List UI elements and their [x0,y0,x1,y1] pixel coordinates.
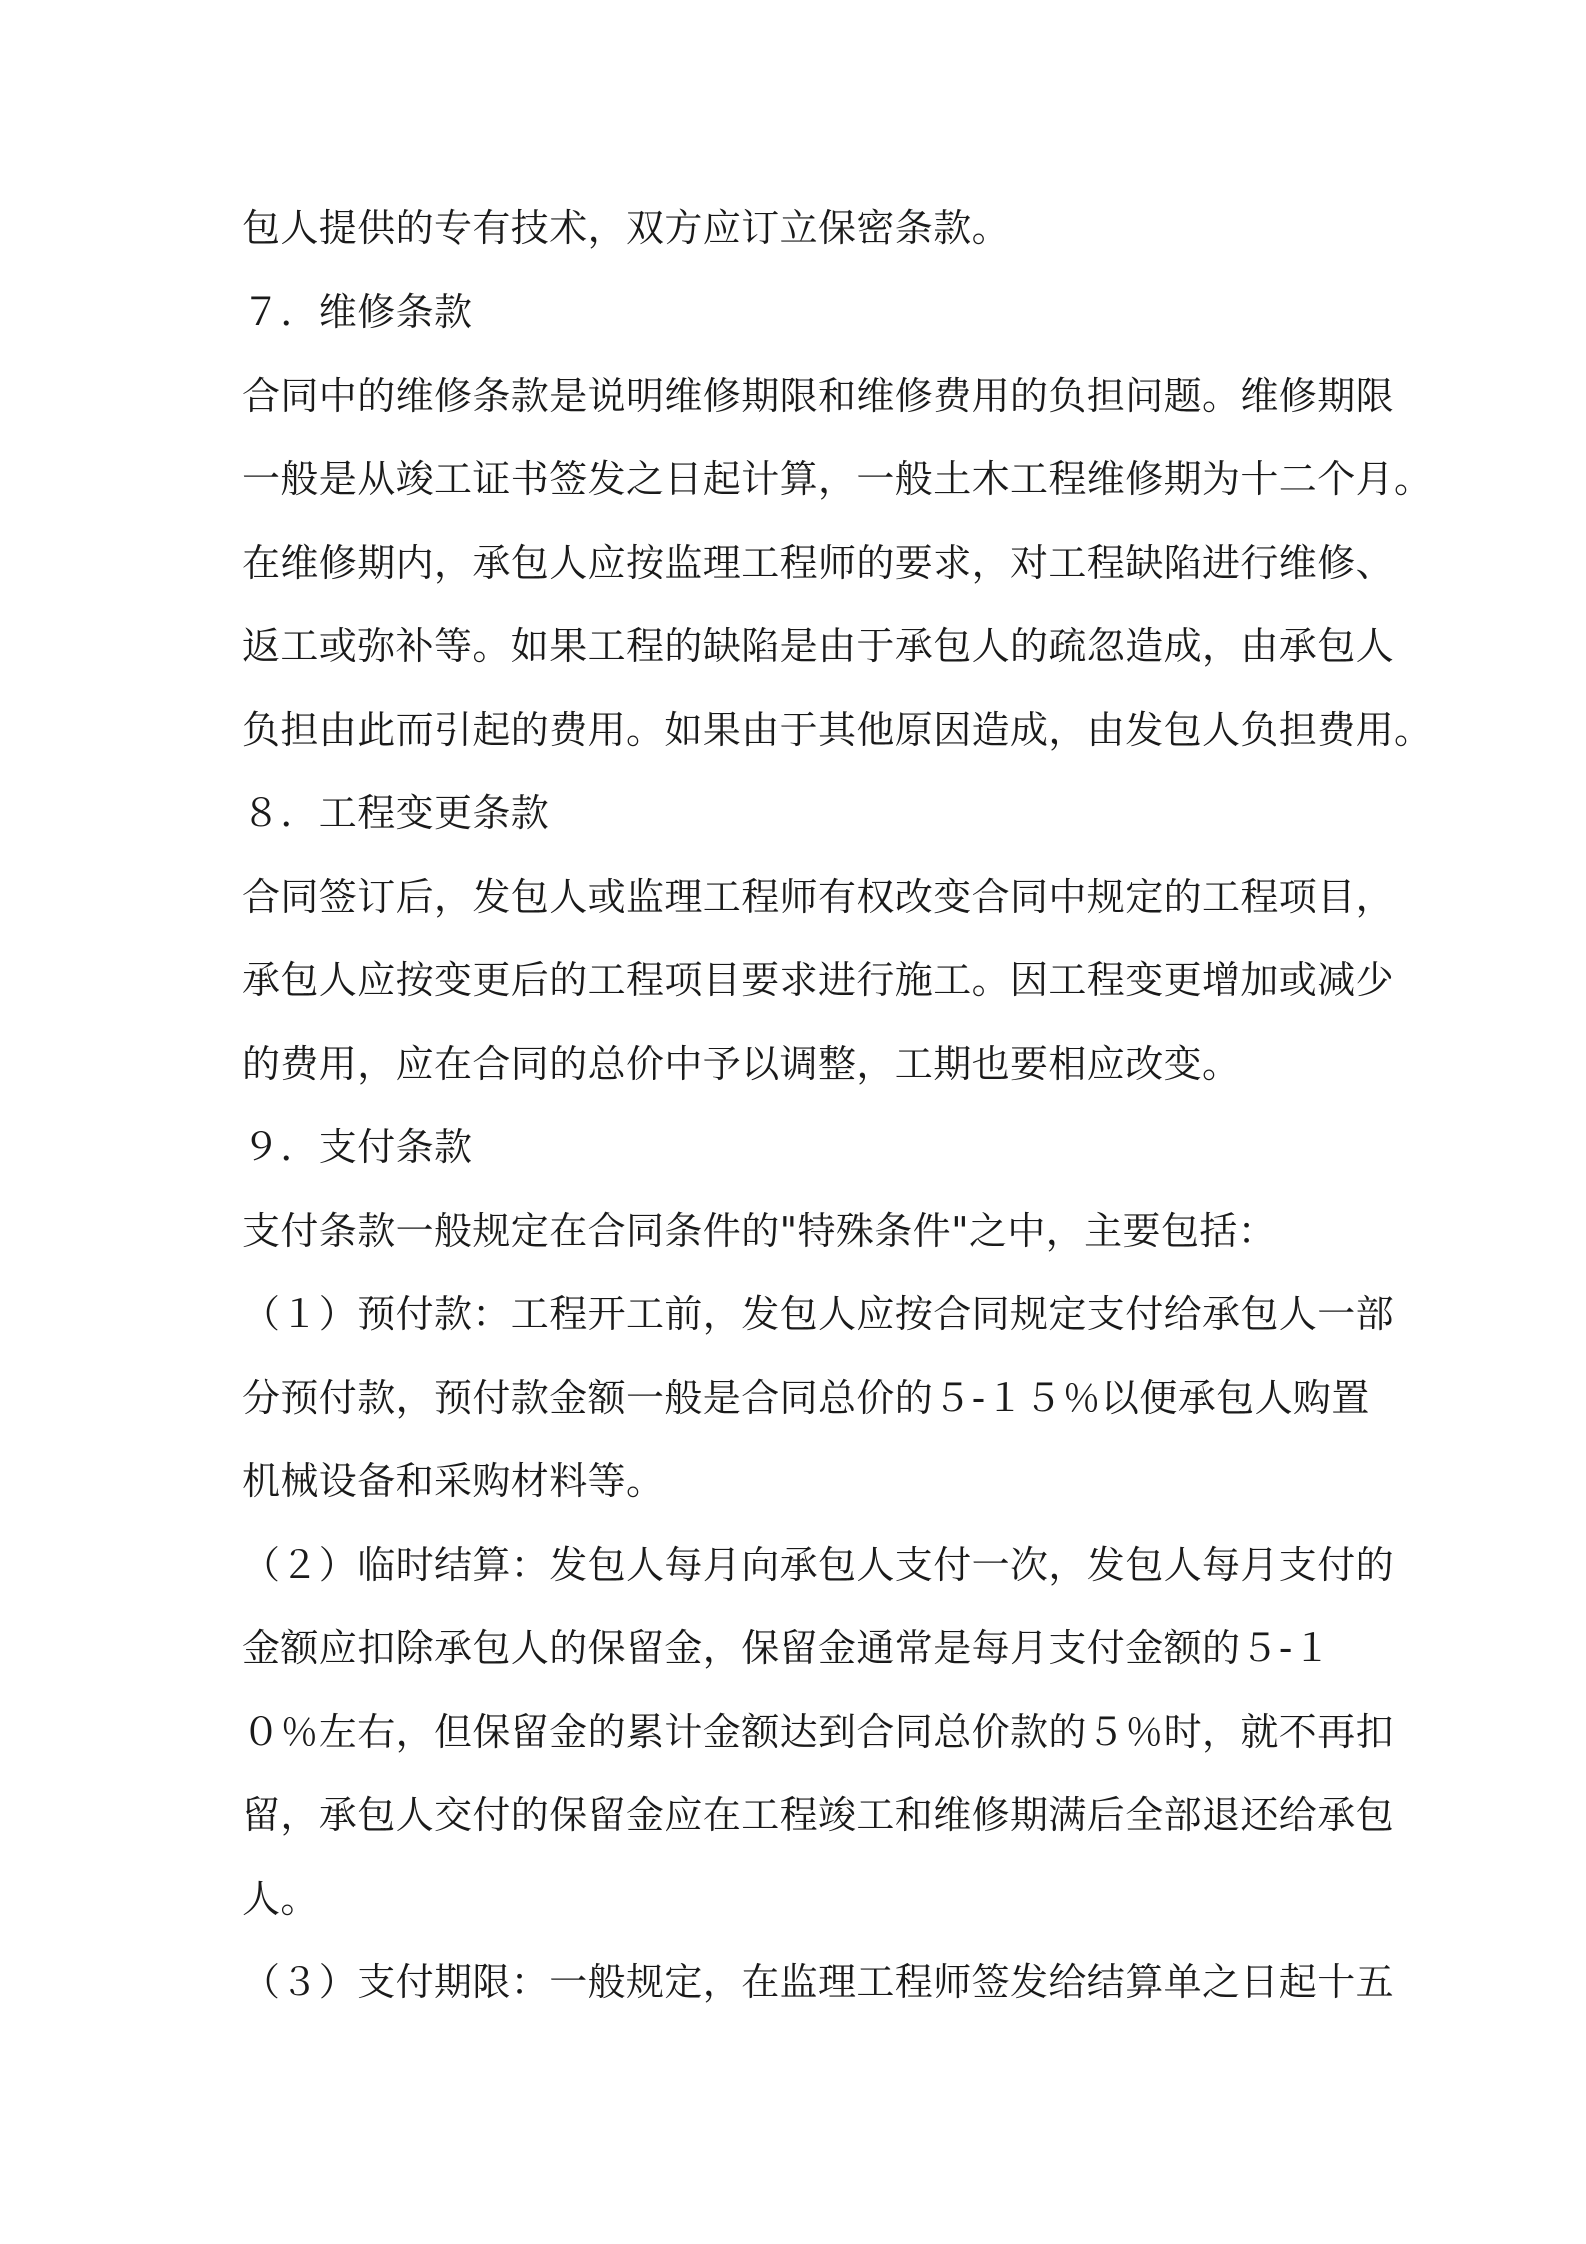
text-line: 分预付款，预付款金额一般是合同总价的５-１５％以便承包人购置 [242,1376,1370,1420]
section-heading-payment: ９．支付条款 [242,1125,473,1169]
text-line: （２）临时结算：发包人每月向承包人支付一次，发包人每月支付的 [242,1543,1395,1587]
text-line: 负担由此而引起的费用。如果由于其他原因造成，由发包人负担费用。 [242,708,1433,752]
text-line: （３）支付期限：一般规定，在监理工程师签发给结算单之日起十五 [242,1960,1395,2004]
section-heading-change: ８．工程变更条款 [242,791,550,835]
section-heading-maintenance: ７．维修条款 [242,290,473,334]
text-line: 包人提供的专有技术，双方应订立保密条款。 [242,206,1011,250]
text-line: 支付条款一般规定在合同条件的"特殊条件"之中，主要包括： [242,1209,1277,1253]
text-line: 金额应扣除承包人的保留金，保留金通常是每月支付金额的５-１ [242,1626,1332,1670]
text-line: 合同中的维修条款是说明维修期限和维修费用的负担问题。维修期限 [242,374,1395,418]
text-line: ０％左右，但保留金的累计金额达到合同总价款的５％时，就不再扣 [242,1710,1395,1754]
text-line: 人。 [242,1877,319,1921]
text-line: 留，承包人交付的保留金应在工程竣工和维修期满后全部退还给承包 [242,1793,1395,1837]
text-line: 在维修期内，承包人应按监理工程师的要求，对工程缺陷进行维修、 [242,541,1395,585]
text-line: 返工或弥补等。如果工程的缺陷是由于承包人的疏忽造成，由承包人 [242,624,1395,668]
text-line: 一般是从竣工证书签发之日起计算，一般土木工程维修期为十二个月。 [242,457,1433,501]
text-line: 承包人应按变更后的工程项目要求进行施工。因工程变更增加或减少 [242,958,1395,1002]
text-line: （１）预付款：工程开工前，发包人应按合同规定支付给承包人一部 [242,1292,1395,1336]
text-line: 机械设备和采购材料等。 [242,1459,665,1503]
text-line: 合同签订后，发包人或监理工程师有权改变合同中规定的工程项目， [242,875,1395,919]
text-line: 的费用，应在合同的总价中予以调整，工期也要相应改变。 [242,1042,1241,1086]
